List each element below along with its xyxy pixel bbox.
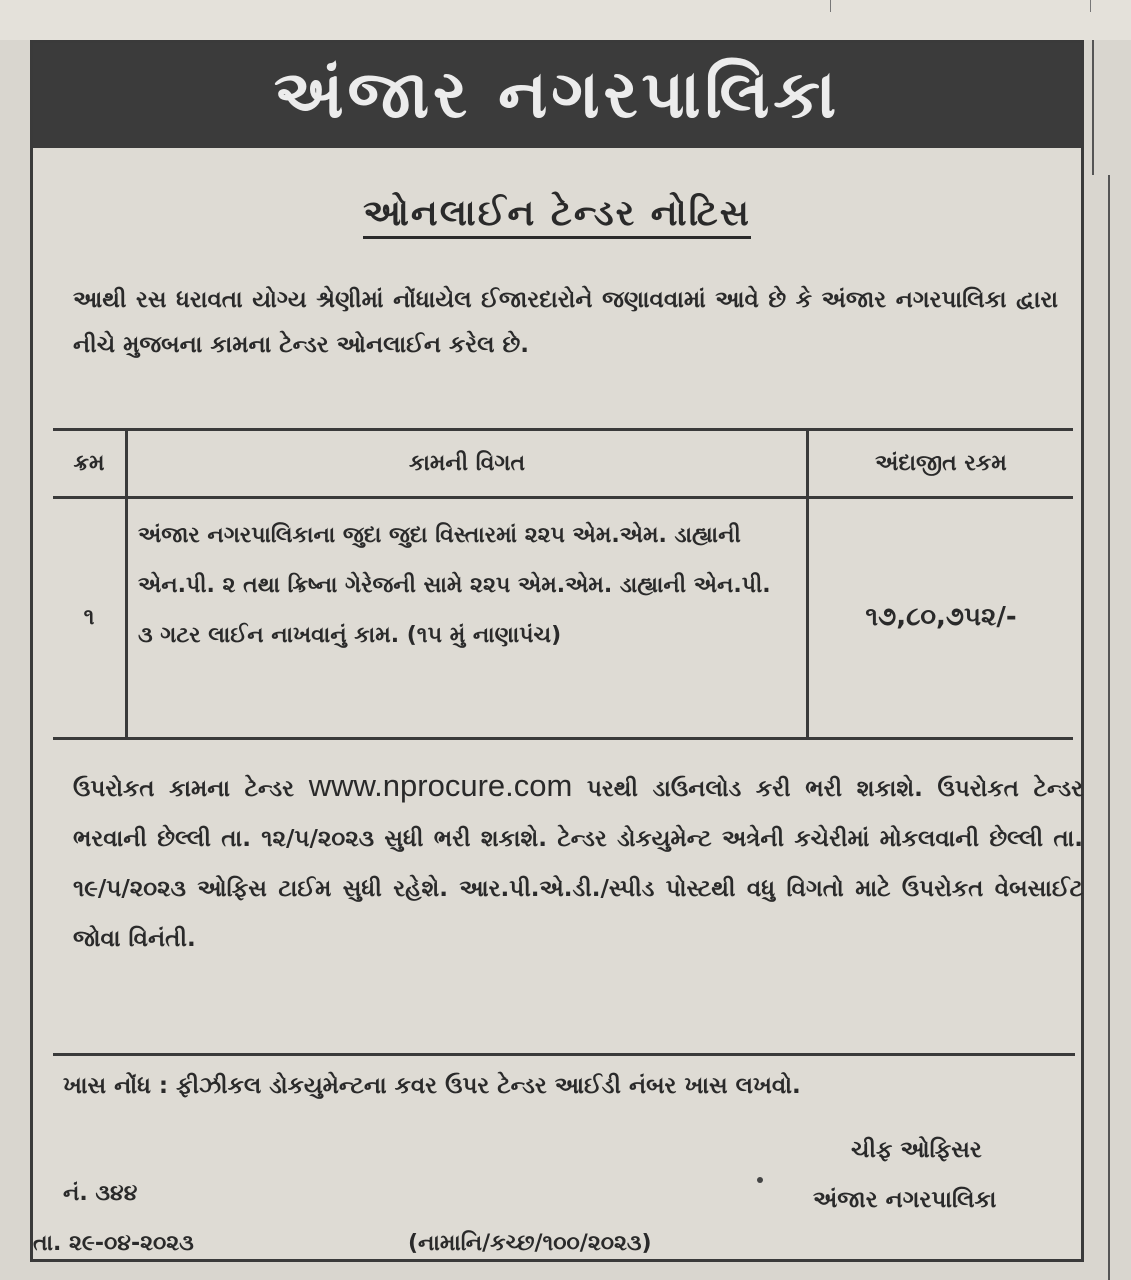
row-amount: ૧૭,૮૦,૭૫૨/- [865, 602, 1017, 633]
special-note: ખાસ નોંધ : ફીઝીકલ ડોકયુમેન્ટના કવર ઉપર ટેન્ડર આઈડી નંબર ખાસ લખવો. [63, 1073, 801, 1099]
details-paragraph [73, 761, 1083, 964]
table-header-row [53, 431, 1073, 497]
details-text-1: ઉપરોકત કામના ટેન્ડર [73, 776, 309, 802]
publication-code: (નામાનિ/કચ્છ/૧૦૦/૨૦૨૩) [408, 1231, 652, 1256]
signatory-designation: ચીફ ઓફિસર [851, 1137, 982, 1163]
page-title: અંજાર નગરપાલિકા [273, 56, 841, 133]
print-speck [757, 1177, 763, 1183]
paper-edge [0, 0, 1131, 40]
header-serial: ક્રમ [53, 431, 127, 497]
notice-date: તા. ૨૯-૦૪-૨૦૨૩ [33, 1231, 194, 1256]
notice-subtitle [33, 193, 1081, 235]
reference-number: નં. ૩૪૪ [63, 1181, 138, 1206]
divider [53, 1053, 1075, 1056]
row-serial: ૧ [53, 497, 127, 737]
work-table [53, 428, 1073, 740]
intro-paragraph: આથી રસ ધરાવતા યોગ્ય શ્રેણીમાં નોંધાયેલ ઈજારદારોને જણાવવામાં આવે છે કે અંજાર નગરપાલિકા દ્વારા નીચે મુજબના કામના ટેન્ડર ઓનલાઈન કરેલ છે. [73, 287, 1058, 358]
column-rule [830, 0, 831, 12]
header-description: કામની વિગત [127, 431, 808, 497]
website-link[interactable]: www.nprocure.com [308, 768, 573, 803]
signatory-office: અંજાર નગરપાલિકા [813, 1187, 997, 1213]
details-text-2: પરથી ડાઉનલોડ કરી ભરી શકાશે. ઉપરોકત ટેન્ડર ભરવાની છેલ્લી તા. ૧૨/૫/૨૦૨૩ સુધી ભરી શકાશે. ટેન્ડર ડોકયુમેન્ટ અત્રેની કચેરીમાં મોકલવાની છેલ્લી તા. ૧૯/૫/૨૦૨૩ ઓફિસ ટાઈમ સુધી રહેશે. આર.પી.એ.ડી./સ્પીડ પોસ્ટથી વધુ વિગતો માટે ઉપરોકત વેબસાઈટ જોવા વિનંતી. [73, 776, 1083, 952]
header-banner [33, 43, 1081, 148]
subtitle-text: ઓનલાઈન ટેન્ડર નોટિસ [363, 193, 751, 239]
header-amount: અંદાજીત રકમ [808, 431, 1074, 497]
table-row [53, 497, 1073, 737]
column-rule [1092, 40, 1094, 175]
tender-notice [30, 40, 1084, 1262]
column-rule [1090, 0, 1091, 12]
row-description: અંજાર નગરપાલિકાના જુદા જુદા વિસ્તારમાં ૨૨૫ એમ.એમ. ડાહ્યાની એન.પી. ૨ તથા ક્રિષ્ના ગેરેજની સામે ૨૨૫ એમ.એમ. ડાહ્યાની એન.પી. ૩ ગટર લાઈન નાખવાનું કામ. (૧૫ મું નાણાપંચ) [127, 497, 808, 737]
adjacent-column-edge [1108, 175, 1131, 1280]
